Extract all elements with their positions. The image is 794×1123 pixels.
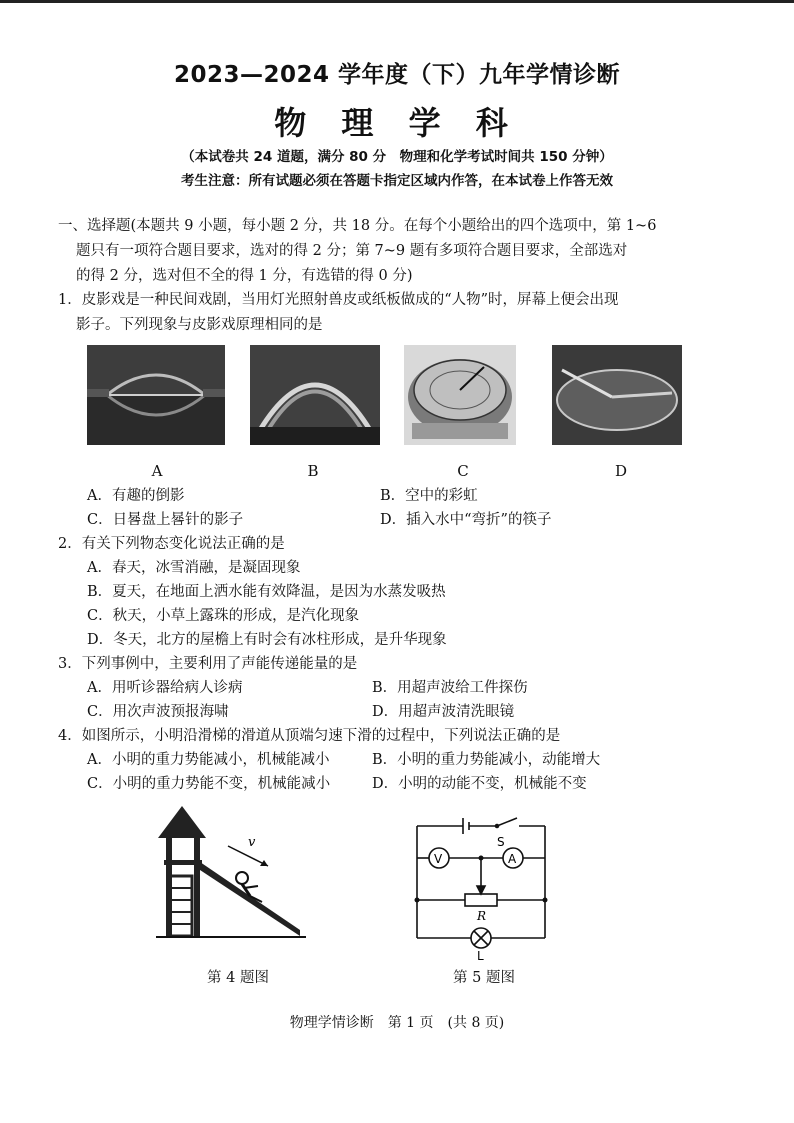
fig4-velocity-label: v bbox=[248, 835, 256, 850]
photo-b-rainbow bbox=[250, 345, 380, 445]
figure-5-circuit bbox=[405, 812, 555, 962]
q1-option-d: D．插入水中“弯折”的筷子 bbox=[380, 512, 552, 528]
q4-option-c: C．小明的重力势能不变，机械能减小 bbox=[87, 776, 331, 792]
q3-option-d: D．用超声波清洗眼镜 bbox=[372, 704, 515, 720]
q4-option-b: B．小明的重力势能减小，动能增大 bbox=[372, 752, 601, 768]
q1-option-c: C．日晷盘上晷针的影子 bbox=[87, 512, 244, 528]
q1-stem-line-2: 影子。下列现象与皮影戏原理相同的是 bbox=[76, 317, 323, 333]
picture-label-c: C bbox=[457, 462, 469, 480]
q3-stem: 3．下列事例中，主要利用了声能传递能量的是 bbox=[58, 656, 358, 672]
page-footer: 物理学情诊断 第 1 页 (共 8 页) bbox=[289, 1015, 505, 1031]
fig5-resistor-label: R bbox=[477, 909, 487, 923]
exam-title: 2023—2024 学年度（下）九年学情诊断 bbox=[173, 62, 621, 88]
q3-option-c: C．用次声波预报海啸 bbox=[87, 704, 229, 720]
q4-option-d: D．小明的动能不变，机械能不变 bbox=[372, 776, 587, 792]
q2-option-b: B．夏天，在地面上洒水能有效降温，是因为水蒸发吸热 bbox=[87, 584, 446, 600]
photo-c-sundial bbox=[404, 345, 516, 445]
q2-stem: 2．有关下列物态变化说法正确的是 bbox=[58, 536, 285, 552]
exam-info: （本试卷共 24 道题，满分 80 分 物理和化学考试时间共 150 分钟） bbox=[181, 149, 613, 165]
q3-option-a: A．用听诊器给病人诊病 bbox=[87, 680, 243, 696]
top-border bbox=[0, 0, 794, 3]
fig5-lamp-label: L bbox=[477, 949, 484, 962]
figure-5-caption: 第 5 题图 bbox=[453, 970, 515, 986]
figure-4-caption: 第 4 题图 bbox=[207, 970, 269, 986]
photo-d-chopstick bbox=[552, 345, 682, 445]
q2-option-d: D．冬天，北方的屋檐上有时会有冰柱形成，是升华现象 bbox=[87, 632, 447, 648]
q1-option-a: A．有趣的倒影 bbox=[87, 488, 185, 504]
section-intro-line-1: 一、选择题(本题共 9 小题，每小题 2 分，共 18 分。在每个小题给出的四个选项中，第 1~6 bbox=[58, 218, 657, 234]
q1-option-b: B．空中的彩虹 bbox=[380, 488, 478, 504]
q1-stem-line-1: 1．皮影戏是一种民间戏剧，当用灯光照射兽皮或纸板做成的“人物”时，屏幕上便会出现 bbox=[58, 292, 619, 308]
q4-option-a: A．小明的重力势能减小，机械能减小 bbox=[87, 752, 330, 768]
picture-label-b: B bbox=[307, 462, 319, 480]
section-intro-line-3: 的得 2 分，选对但不全的得 1 分，有选错的得 0 分) bbox=[76, 268, 413, 284]
subject-title: 物 理 学 科 bbox=[274, 104, 520, 142]
picture-label-d: D bbox=[614, 462, 628, 480]
photo-a-reflection bbox=[87, 345, 225, 445]
q2-option-a: A．春天，冰雪消融，是凝固现象 bbox=[87, 560, 301, 576]
exam-notice: 考生注意：所有试题必须在答题卡指定区域内作答，在本试卷上作答无效 bbox=[181, 173, 613, 189]
fig5-voltmeter-label: V bbox=[434, 852, 443, 866]
q3-option-b: B．用超声波给工件探伤 bbox=[372, 680, 528, 696]
q4-stem: 4．如图所示，小明沿滑梯的滑道从顶端匀速下滑的过程中，下列说法正确的是 bbox=[58, 728, 561, 744]
figure-4-slide bbox=[150, 800, 310, 950]
fig5-switch-label: S bbox=[497, 835, 505, 849]
q2-option-c: C．秋天，小草上露珠的形成，是汽化现象 bbox=[87, 608, 360, 624]
picture-label-a: A bbox=[151, 462, 163, 480]
section-intro-line-2: 题只有一项符合题目要求，选对的得 2 分；第 7~9 题有多项符合题目要求，全部选对 bbox=[76, 243, 628, 259]
fig5-ammeter-label: A bbox=[508, 852, 517, 866]
